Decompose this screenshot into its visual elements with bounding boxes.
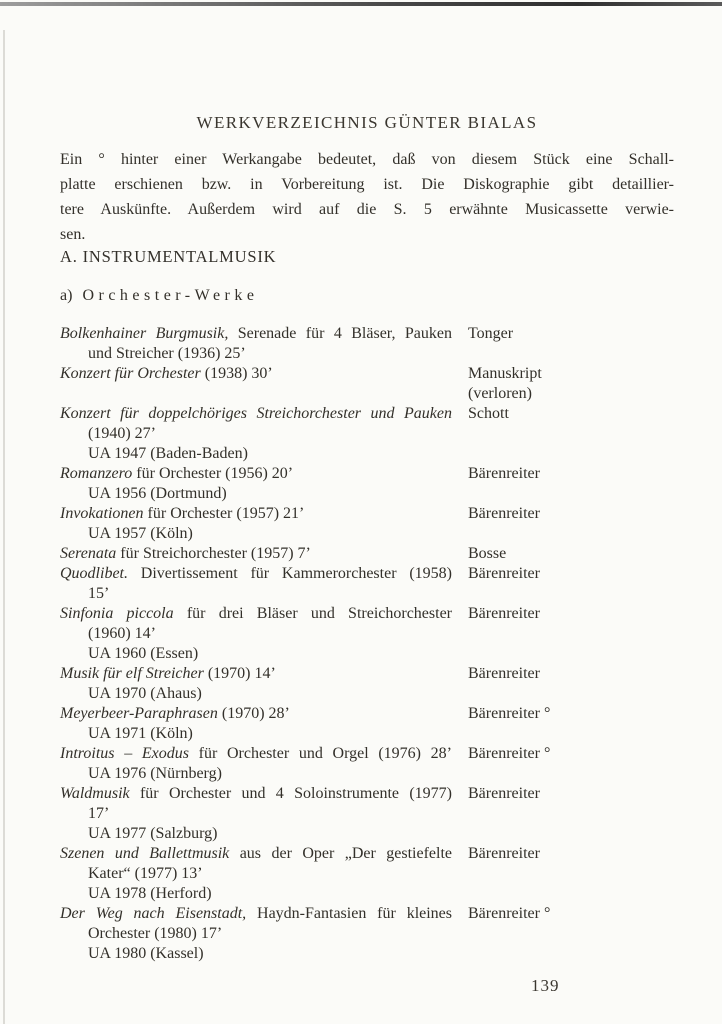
work-text-segment: UA 1978 (Herford) xyxy=(88,885,212,902)
work-title-segment: Sinfonia piccola xyxy=(60,605,174,622)
subsection-heading xyxy=(60,286,674,306)
work-line xyxy=(60,944,452,964)
page-number: 139 xyxy=(531,976,560,995)
work-line xyxy=(60,664,452,684)
work-text-segment: UA 1960 (Essen) xyxy=(88,645,199,662)
work-publisher xyxy=(468,404,674,424)
work-line xyxy=(60,764,452,784)
page-content xyxy=(60,0,674,964)
work-line xyxy=(60,924,452,944)
work-row xyxy=(60,544,674,564)
work-entry xyxy=(60,904,452,964)
work-line xyxy=(60,724,452,744)
work-publisher xyxy=(468,324,674,344)
work-row xyxy=(60,364,674,404)
work-entry xyxy=(60,464,452,504)
work-text-segment: (1970) 14’ xyxy=(203,665,276,682)
work-text-segment: (1960) 14’ xyxy=(88,625,156,642)
publisher-line: Bärenreiter xyxy=(468,465,540,482)
work-line xyxy=(60,844,452,864)
work-entry xyxy=(60,544,452,564)
work-entry xyxy=(60,664,452,704)
work-title-segment: Der Weg nach Eisenstadt, xyxy=(60,905,247,922)
publisher-line: Bärenreiter xyxy=(468,845,540,862)
works-list xyxy=(60,324,674,964)
work-text-segment: UA 1947 (Baden-Baden) xyxy=(88,445,248,462)
work-line xyxy=(60,404,452,424)
work-entry xyxy=(60,784,452,844)
work-line xyxy=(60,444,452,464)
work-publisher xyxy=(468,704,674,724)
publisher-line: Bärenreiter xyxy=(468,505,540,522)
work-line xyxy=(60,584,452,604)
work-text-segment: UA 1970 (Ahaus) xyxy=(88,685,202,702)
page-title: WERKVERZEICHNIS GÜNTER BIALAS xyxy=(196,113,538,132)
work-title-segment: Konzert für doppelchöriges Streichorchester und Pauken xyxy=(60,405,452,422)
work-line xyxy=(60,704,452,724)
work-entry xyxy=(60,364,452,384)
work-text-segment: Kater“ (1977) 13’ xyxy=(88,865,203,882)
work-text-segment: UA 1956 (Dortmund) xyxy=(88,485,227,502)
work-title-segment: Konzert für Orchester xyxy=(60,365,201,382)
work-line xyxy=(60,904,452,924)
publisher-line: Tonger xyxy=(468,325,514,342)
publisher-line: Manuskript xyxy=(468,365,542,382)
work-line xyxy=(60,604,452,624)
publisher-line: Bosse xyxy=(468,545,507,562)
work-text-segment: (1970) 28’ xyxy=(217,705,290,722)
intro-line: platte erschienen bzw. in Vorbereitung ist. Die Diskographie gibt detaillier- xyxy=(60,176,674,193)
publisher-line: Bärenreiter xyxy=(468,605,540,622)
work-publisher xyxy=(468,364,674,404)
work-line xyxy=(60,804,452,824)
work-entry xyxy=(60,704,452,744)
work-row xyxy=(60,844,674,904)
work-title-segment: Romanzero xyxy=(60,465,133,482)
work-line xyxy=(60,624,452,644)
work-text-segment: aus der Oper „Der gestiefelte xyxy=(229,845,452,862)
intro-line: sen. xyxy=(60,226,86,243)
work-text-segment: 17’ xyxy=(88,805,110,822)
work-line xyxy=(60,544,452,564)
work-text-segment: UA 1977 (Salzburg) xyxy=(88,825,218,842)
work-title-segment: Szenen und Ballettmusik xyxy=(60,845,230,862)
work-publisher xyxy=(468,904,674,924)
work-line xyxy=(60,424,452,444)
work-text-segment: für Orchester und Orgel (1976) 28’ xyxy=(188,745,453,762)
work-text-segment: für Streichorchester (1957) 7’ xyxy=(116,545,311,562)
work-line xyxy=(60,824,452,844)
work-row xyxy=(60,504,674,544)
work-row xyxy=(60,464,674,504)
work-line xyxy=(60,884,452,904)
work-line xyxy=(60,484,452,504)
work-text-segment: UA 1980 (Kassel) xyxy=(88,945,204,962)
work-title-segment: Meyerbeer-Paraphrasen xyxy=(60,705,218,722)
work-text-segment: UA 1957 (Köln) xyxy=(88,525,193,542)
work-publisher xyxy=(468,504,674,524)
work-row xyxy=(60,324,674,364)
publisher-line: (verloren) xyxy=(468,385,532,402)
work-line xyxy=(60,744,452,764)
work-publisher xyxy=(468,784,674,804)
work-line xyxy=(60,784,452,804)
publisher-line: Schott xyxy=(468,405,509,422)
work-line xyxy=(60,324,452,344)
publisher-line: Bärenreiter xyxy=(468,785,540,802)
work-row xyxy=(60,904,674,964)
section-heading: A. INSTRUMENTALMUSIK xyxy=(60,247,277,266)
work-row xyxy=(60,604,674,664)
subsection-label: a) xyxy=(60,287,73,304)
work-line xyxy=(60,864,452,884)
work-line xyxy=(60,524,452,544)
publisher-line: Bärenreiter ° xyxy=(468,905,551,922)
work-publisher xyxy=(468,464,674,484)
work-publisher xyxy=(468,664,674,684)
work-title-segment: Invokationen xyxy=(60,505,144,522)
work-text-segment: für Orchester (1956) 20’ xyxy=(132,465,294,482)
work-title-segment: Bolkenhainer Burgmusik, xyxy=(60,325,229,342)
work-text-segment: Serenade für 4 Bläser, Pauken xyxy=(228,325,452,342)
work-line xyxy=(60,344,452,364)
work-entry xyxy=(60,404,452,464)
work-row xyxy=(60,404,674,464)
work-publisher xyxy=(468,604,674,624)
work-text-segment: UA 1971 (Köln) xyxy=(88,725,193,742)
work-text-segment: Haydn-Fantasien für kleines xyxy=(246,905,453,922)
subsection-title: Orchester-Werke xyxy=(82,287,259,304)
work-row xyxy=(60,664,674,704)
work-text-segment: Divertissement für Kammerorchester (1958) xyxy=(128,565,452,582)
work-publisher xyxy=(468,844,674,864)
intro-paragraph xyxy=(60,147,674,247)
work-title-segment: Quodlibet. xyxy=(60,565,128,582)
publisher-line: Bärenreiter ° xyxy=(468,745,551,762)
work-publisher xyxy=(468,564,674,584)
publisher-line: Bärenreiter xyxy=(468,565,540,582)
work-text-segment: UA 1976 (Nürnberg) xyxy=(88,765,222,782)
work-text-segment: (1938) 30’ xyxy=(200,365,273,382)
publisher-line: Bärenreiter ° xyxy=(468,705,551,722)
work-line xyxy=(60,684,452,704)
work-text-segment: (1940) 27’ xyxy=(88,425,156,442)
work-title-segment: Introitus – Exodus xyxy=(60,745,189,762)
work-title-segment: Waldmusik xyxy=(60,785,130,802)
work-line xyxy=(60,464,452,484)
work-text-segment: und Streicher (1936) 25’ xyxy=(88,345,246,362)
intro-line: tere Auskünfte. Außerdem wird auf die S. 5 erwähnte Musicassette verwie- xyxy=(60,201,674,218)
work-entry xyxy=(60,504,452,544)
work-title-segment: Musik für elf Streicher xyxy=(60,665,204,682)
work-publisher xyxy=(468,544,674,564)
work-text-segment: für drei Bläser und Streichorchester xyxy=(173,605,453,622)
work-row xyxy=(60,784,674,844)
publisher-line: Bärenreiter xyxy=(468,665,540,682)
work-entry xyxy=(60,604,452,664)
scan-edge-left xyxy=(3,30,5,1024)
work-line xyxy=(60,364,452,384)
work-line xyxy=(60,504,452,524)
work-publisher xyxy=(468,744,674,764)
work-text-segment: für Orchester (1957) 21’ xyxy=(143,505,305,522)
work-title-segment: Serenata xyxy=(60,545,117,562)
work-text-segment: für Orchester und 4 Soloinstrumente (1977) xyxy=(129,785,452,802)
work-row xyxy=(60,744,674,784)
work-line xyxy=(60,564,452,584)
work-entry xyxy=(60,744,452,784)
work-entry xyxy=(60,844,452,904)
work-row xyxy=(60,704,674,744)
work-row xyxy=(60,564,674,604)
work-entry xyxy=(60,324,452,364)
work-text-segment: Orchester (1980) 17’ xyxy=(88,925,223,942)
intro-line: Ein ° hinter einer Werkangabe bedeutet, daß von diesem Stück eine Schall- xyxy=(60,151,674,168)
work-text-segment: 15’ xyxy=(88,585,110,602)
work-entry xyxy=(60,564,452,604)
work-line xyxy=(60,644,452,664)
